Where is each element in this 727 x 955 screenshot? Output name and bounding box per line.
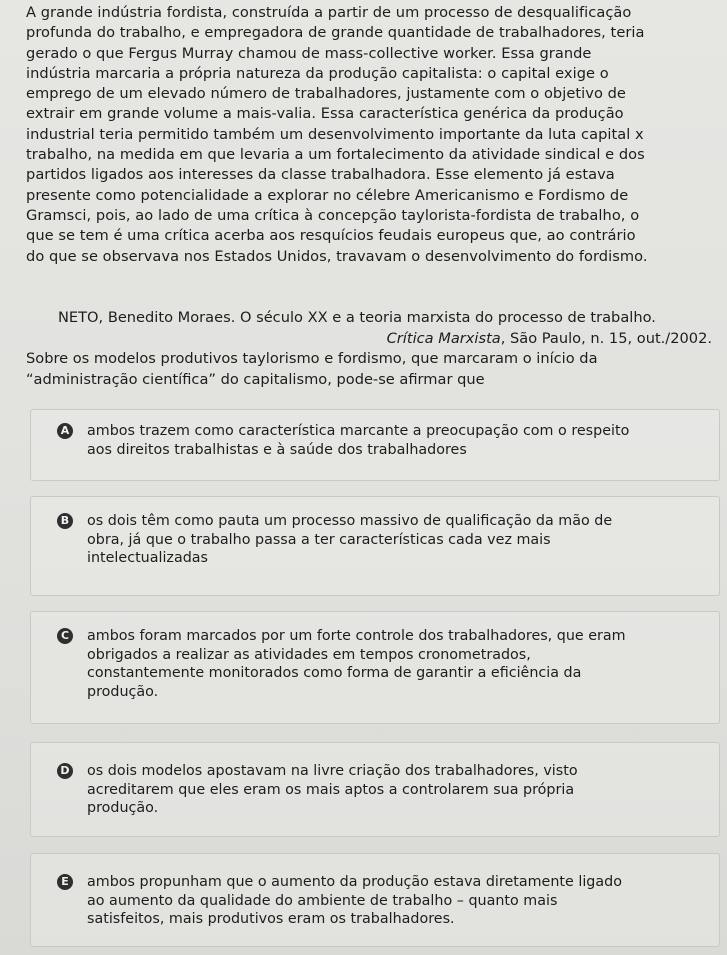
option-text [87, 422, 709, 459]
option-letter-badge: A [57, 423, 73, 439]
passage-line: partidos ligados aos interesses da classe trabalhadora. Esse elemento já estava [26, 166, 615, 184]
passage-line: Gramsci, pois, ao lado de uma crítica à concepção taylorista-fordista de trabalho, o [26, 206, 640, 224]
option-line: ao aumento da qualidade do ambiente de trabalho – quanto mais [87, 892, 558, 909]
passage-text [26, 3, 714, 267]
question-line: “administração científica” do capitalismo, pode-se afirmar que [26, 370, 485, 388]
option-line: aos direitos trabalhistas e à saúde dos trabalhadores [87, 441, 467, 458]
option-letter-badge: D [57, 763, 73, 779]
option-b[interactable] [30, 496, 720, 596]
passage-line: profunda do trabalho, e empregadora de grande quantidade de trabalhadores, teria [26, 24, 645, 42]
passage-line: extrair em grande volume a mais-valia. Essa característica genérica da produção [26, 105, 624, 123]
option-line: os dois modelos apostavam na livre criação dos trabalhadores, visto [87, 763, 578, 779]
option-text [87, 873, 709, 929]
option-line: obrigados a realizar as atividades em tempos cronometrados, [87, 646, 531, 663]
option-line: satisfeitos, mais produtivos eram os trabalhadores. [87, 911, 455, 927]
option-a[interactable] [30, 409, 720, 481]
option-line: ambos foram marcados por um forte controle dos trabalhadores, que eram [87, 628, 626, 644]
option-text [87, 627, 709, 701]
citation-journal-details: , São Paulo, n. 15, out./2002. [500, 330, 712, 347]
question-line: Sobre os modelos produtivos taylorismo e fordismo, que marcaram o início da [26, 350, 598, 367]
option-line: ambos trazem como característica marcante a preocupação com o respeito [87, 423, 630, 439]
passage-line: indústria marcaria a própria natureza da produção capitalista: o capital exige o [26, 64, 609, 82]
option-line: produção. [87, 800, 159, 816]
option-letter-badge: E [57, 874, 73, 890]
citation [26, 307, 714, 349]
option-letter-badge: C [57, 628, 73, 644]
option-line: intelectualizadas [87, 550, 208, 566]
option-letter-badge: B [57, 513, 73, 529]
option-line: obra, já que o trabalho passa a ter características cada vez mais [87, 531, 551, 548]
citation-journal-name: Crítica Marxista [386, 330, 501, 347]
citation-author-title: NETO, Benedito Moraes. O século XX e a teoria marxista do processo de trabalho. [58, 309, 656, 326]
passage-line: do que se observava nos Estados Unidos, travavam o desenvolvimento do fordismo. [26, 247, 648, 265]
passage-line: industrial teria permitido também um desenvolvimento importante da luta capital x [26, 125, 644, 143]
passage-line: presente como potencialidade a explorar no célebre Americanismo e Fordismo de [26, 186, 629, 204]
option-d[interactable] [30, 742, 720, 837]
option-line: produção. [87, 683, 159, 700]
option-e[interactable] [30, 853, 720, 947]
citation-journal [26, 328, 714, 349]
passage-line: trabalho, na medida em que levaria a um fortalecimento da atividade sindical e dos [26, 146, 645, 164]
option-text [87, 762, 709, 818]
option-line: ambos propunham que o aumento da produção estava diretamente ligado [87, 874, 622, 890]
option-line: acreditarem que eles eram os mais aptos a controlarem sua própria [87, 781, 575, 798]
option-c[interactable] [30, 611, 720, 724]
passage-line: emprego de um elevado número de trabalhadores, justamente com o objetivo de [26, 85, 626, 103]
passage-line: que se tem é uma crítica acerba aos resquícios feudais europeus que, ao contrário [26, 227, 636, 245]
option-text [87, 512, 709, 568]
passage-line: A grande indústria fordista, construída a partir de um processo de desqualificação [26, 4, 632, 21]
option-line: constantemente monitorados como forma de garantir a eficiência da [87, 665, 582, 681]
option-line: os dois têm como pauta um processo massivo de qualificação da mão de [87, 513, 613, 529]
question-stem [26, 349, 714, 390]
passage-line: gerado o que Fergus Murray chamou de mass-collective worker. Essa grande [26, 44, 592, 62]
